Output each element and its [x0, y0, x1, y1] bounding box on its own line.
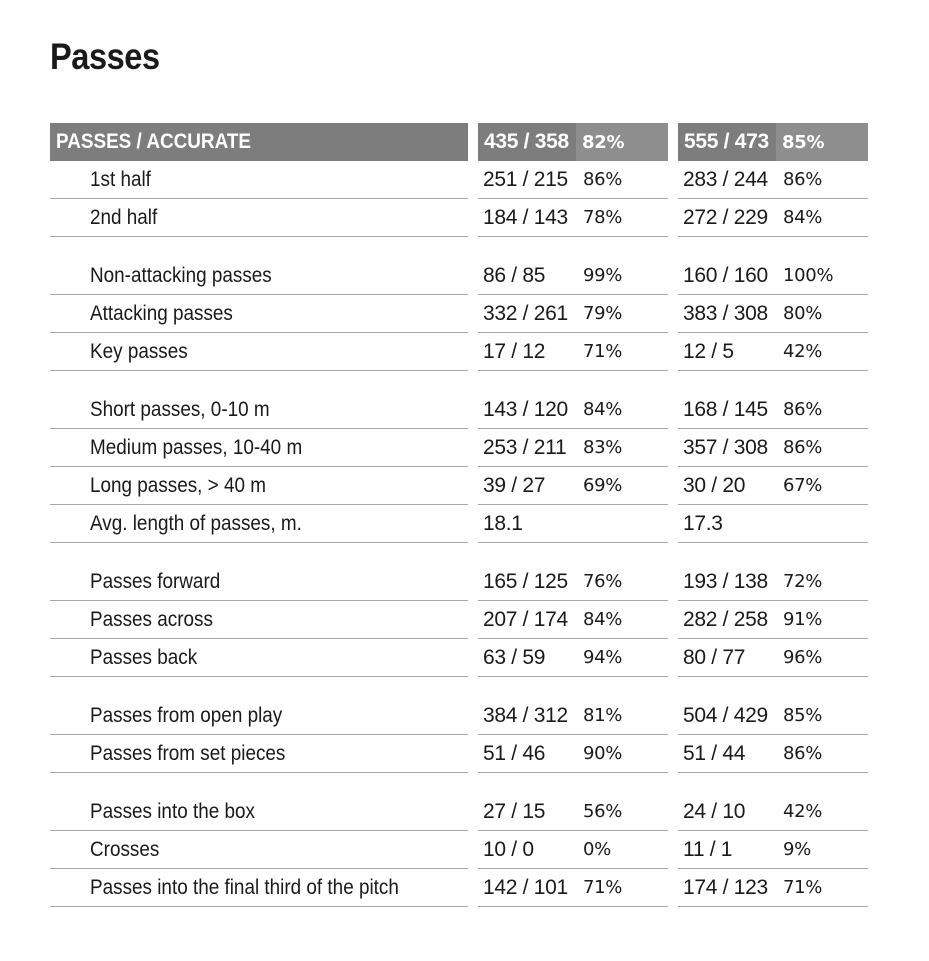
team2-pct: 67% [783, 475, 823, 496]
table-row [50, 391, 868, 429]
row-gap [50, 543, 868, 563]
team1-frac: 332 / 261 [483, 301, 568, 325]
team1-cell [478, 467, 668, 505]
row-label: Passes back [50, 639, 468, 677]
team1-pct: 94% [583, 647, 623, 668]
row-label: 1st half [50, 161, 468, 199]
team2-cell [678, 697, 868, 735]
team1-frac: 253 / 211 [483, 435, 567, 459]
team1-frac: 384 / 312 [483, 703, 568, 727]
team1-pct: 90% [583, 743, 623, 764]
team1-pct: 83% [583, 437, 623, 458]
team2-pct: 80% [783, 303, 823, 324]
team2-cell [678, 161, 868, 199]
table-body [50, 161, 868, 907]
table-row [50, 793, 868, 831]
team2-pct: 86% [783, 743, 823, 764]
team1-pct: 81% [583, 705, 623, 726]
table-row [50, 505, 868, 543]
team2-pct: 91% [783, 609, 823, 630]
table-row [50, 429, 868, 467]
team2-pct: 84% [783, 207, 823, 228]
team2-frac: 30 / 20 [683, 473, 746, 497]
header-team1-pct: 82% [576, 123, 668, 161]
team1-frac: 10 / 0 [483, 837, 534, 861]
table-row [50, 199, 868, 237]
team2-frac: 283 / 244 [683, 167, 768, 191]
team2-frac: 504 / 429 [683, 703, 768, 727]
team1-pct: 56% [583, 801, 623, 822]
team2-frac: 383 / 308 [683, 301, 768, 325]
team2-frac: 357 / 308 [683, 435, 768, 459]
passes-table [50, 123, 868, 907]
team1-cell [478, 391, 668, 429]
team1-pct: 69% [583, 475, 623, 496]
row-gap [50, 371, 868, 391]
row-label: Passes from open play [50, 697, 468, 735]
team1-frac: 184 / 143 [483, 205, 568, 229]
row-label: Medium passes, 10-40 m [50, 429, 468, 467]
row-label: Non-attacking passes [50, 257, 468, 295]
header-team1 [478, 123, 668, 161]
row-label: Key passes [50, 333, 468, 371]
team2-frac: 174 / 123 [683, 875, 768, 899]
header-team1-frac: 435 / 358 [484, 130, 569, 153]
row-label: Avg. length of passes, m. [50, 505, 468, 543]
team1-frac: 18.1 [483, 511, 523, 535]
table-row [50, 295, 868, 333]
team1-cell [478, 869, 668, 907]
team1-cell [478, 639, 668, 677]
table-row [50, 467, 868, 505]
team2-frac: 17.3 [683, 511, 723, 535]
team2-pct: 86% [783, 399, 823, 420]
team2-frac: 80 / 77 [683, 645, 746, 669]
header-team2-pct: 85% [776, 123, 868, 161]
team1-cell [478, 295, 668, 333]
header-team2-frac: 555 / 473 [684, 130, 769, 153]
team1-cell [478, 505, 668, 543]
team1-cell [478, 831, 668, 869]
table-row [50, 563, 868, 601]
row-gap [50, 237, 868, 257]
table-row [50, 639, 868, 677]
team1-frac: 63 / 59 [483, 645, 546, 669]
header-team2 [678, 123, 868, 161]
team2-pct: 9% [783, 839, 811, 860]
team2-frac: 24 / 10 [683, 799, 746, 823]
team1-cell [478, 161, 668, 199]
team2-frac: 12 / 5 [683, 339, 734, 363]
team1-pct: 0% [583, 839, 611, 860]
team2-cell [678, 563, 868, 601]
table-row [50, 601, 868, 639]
row-gap [50, 773, 868, 793]
team2-pct: 42% [783, 801, 823, 822]
team1-frac: 143 / 120 [483, 397, 568, 421]
team2-cell [678, 793, 868, 831]
row-label: Attacking passes [50, 295, 468, 333]
team2-pct: 85% [783, 705, 823, 726]
team2-frac: 193 / 138 [683, 569, 768, 593]
team2-cell [678, 601, 868, 639]
table-row [50, 161, 868, 199]
team1-frac: 142 / 101 [483, 875, 568, 899]
team2-cell [678, 831, 868, 869]
row-label: Passes across [50, 601, 468, 639]
table-row [50, 333, 868, 371]
team1-frac: 165 / 125 [483, 569, 568, 593]
team1-pct: 84% [583, 609, 623, 630]
team2-cell [678, 505, 868, 543]
team1-pct: 99% [583, 265, 623, 286]
team2-frac: 272 / 229 [683, 205, 768, 229]
team2-pct: 96% [783, 647, 823, 668]
team1-cell [478, 199, 668, 237]
row-gap [50, 677, 868, 697]
row-label: 2nd half [50, 199, 468, 237]
team1-frac: 51 / 46 [483, 741, 546, 765]
table-row [50, 735, 868, 773]
team1-frac: 86 / 85 [483, 263, 546, 287]
team2-frac: 282 / 258 [683, 607, 768, 631]
team1-cell [478, 257, 668, 295]
team2-pct: 71% [783, 877, 823, 898]
row-label: Passes into the final third of the pitch [50, 869, 468, 907]
team1-pct: 79% [583, 303, 623, 324]
team2-pct: 100% [783, 265, 834, 286]
team1-pct: 78% [583, 207, 623, 228]
row-label: Passes from set pieces [50, 735, 468, 773]
team2-cell [678, 735, 868, 773]
team2-cell [678, 869, 868, 907]
row-label: Long passes, > 40 m [50, 467, 468, 505]
row-label: Passes forward [50, 563, 468, 601]
team1-pct: 76% [583, 571, 623, 592]
table-row [50, 831, 868, 869]
team2-cell [678, 295, 868, 333]
team2-cell [678, 333, 868, 371]
team2-cell [678, 467, 868, 505]
table-header-row [50, 123, 868, 161]
team1-cell [478, 735, 668, 773]
team2-cell [678, 639, 868, 677]
team1-frac: 17 / 12 [483, 339, 546, 363]
row-label: Passes into the box [50, 793, 468, 831]
team2-frac: 168 / 145 [683, 397, 768, 421]
team1-pct: 86% [583, 169, 623, 190]
team2-cell [678, 257, 868, 295]
row-label: Short passes, 0-10 m [50, 391, 468, 429]
team2-cell [678, 429, 868, 467]
header-label: PASSES / ACCURATE [50, 123, 468, 161]
team2-pct: 86% [783, 169, 823, 190]
team1-frac: 39 / 27 [483, 473, 546, 497]
page-title: Passes [50, 36, 160, 77]
team1-cell [478, 563, 668, 601]
row-label: Crosses [50, 831, 468, 869]
team1-cell [478, 333, 668, 371]
team1-pct: 71% [583, 877, 623, 898]
team1-pct: 71% [583, 341, 623, 362]
team2-cell [678, 391, 868, 429]
team1-frac: 27 / 15 [483, 799, 546, 823]
team1-frac: 251 / 215 [483, 167, 568, 191]
team2-frac: 51 / 44 [683, 741, 746, 765]
team2-pct: 72% [783, 571, 823, 592]
team1-cell [478, 793, 668, 831]
team2-pct: 42% [783, 341, 823, 362]
table-row [50, 257, 868, 295]
team2-frac: 160 / 160 [683, 263, 768, 287]
team2-pct: 86% [783, 437, 823, 458]
team1-cell [478, 429, 668, 467]
team1-frac: 207 / 174 [483, 607, 568, 631]
team2-cell [678, 199, 868, 237]
team1-cell [478, 697, 668, 735]
team1-pct: 84% [583, 399, 623, 420]
team1-cell [478, 601, 668, 639]
table-row [50, 697, 868, 735]
table-row [50, 869, 868, 907]
team2-frac: 11 / 1 [683, 837, 733, 861]
